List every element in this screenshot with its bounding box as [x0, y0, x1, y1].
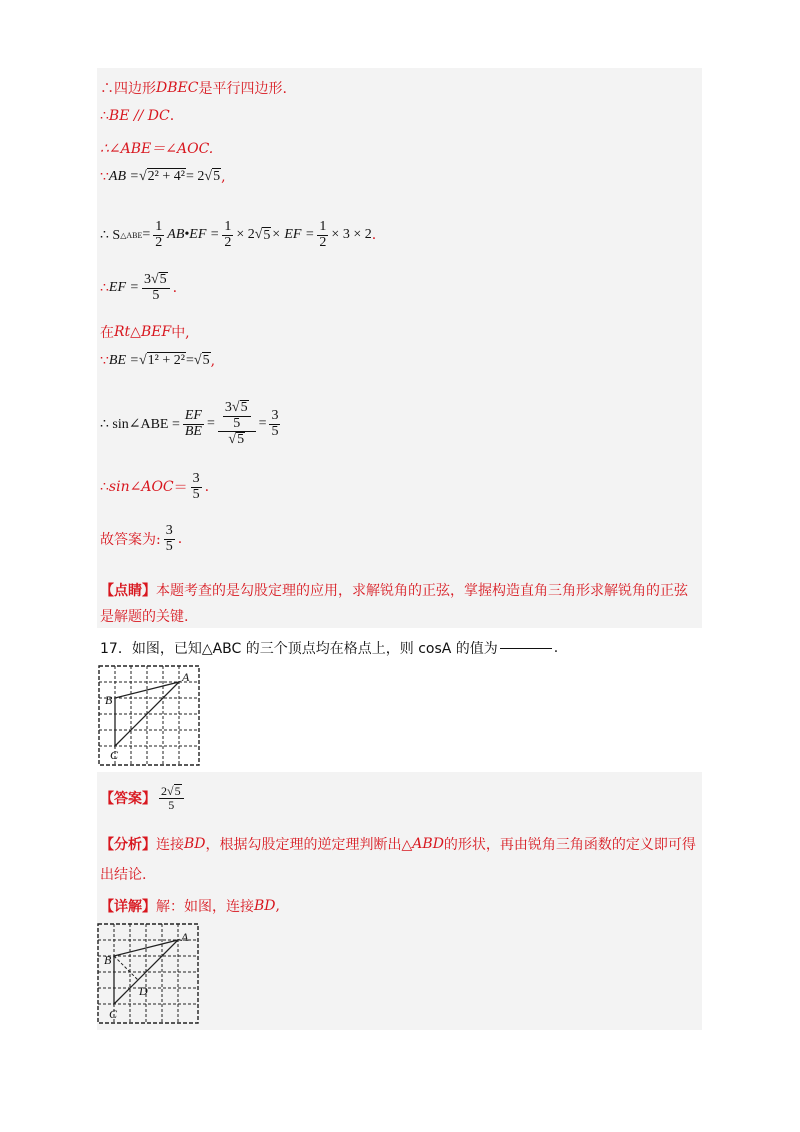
denominator: 5 — [165, 538, 173, 554]
radicand: 5 — [240, 400, 248, 415]
radicand: 5 — [159, 272, 167, 287]
expr: = — [185, 352, 194, 368]
comment-line-2 — [100, 606, 188, 626]
var-dbec: DBEC — [156, 80, 199, 96]
line-final-answer — [100, 524, 182, 554]
fraction — [164, 524, 175, 554]
sqrt-symbol — [232, 400, 240, 415]
therefore-symbol: ∴ — [100, 479, 109, 496]
line-angle-equal — [100, 138, 213, 158]
denominator: 5 — [168, 797, 175, 812]
expr: EF = — [108, 279, 139, 295]
analysis-text: 出结论. — [100, 867, 147, 883]
radicand: 5 — [202, 353, 210, 368]
text: 中, — [171, 325, 190, 341]
comment-line-1 — [100, 580, 688, 600]
triangle-symbol: △ — [130, 324, 141, 340]
text: ∴四边形 — [100, 81, 156, 97]
subscript: △ABE — [120, 230, 143, 240]
line-parallelogram — [100, 78, 287, 98]
expr: = — [258, 416, 267, 432]
numerator: 3 — [165, 523, 173, 538]
radicand: 5 — [237, 432, 245, 448]
text: . — [169, 108, 175, 124]
label-c: C — [110, 748, 119, 762]
expr: AB = — [108, 168, 139, 184]
line-ef-value — [100, 272, 177, 303]
radicand: 1² + 2² — [147, 353, 185, 368]
answer-tag: 【答案】 — [100, 790, 156, 807]
figure-grid-triangle-with-d — [97, 922, 201, 1026]
denominator: 2 — [224, 234, 232, 250]
radicand: 5 — [174, 784, 181, 798]
analysis-text: 的形状，再由锐角三角函数的定义即可得 — [443, 837, 696, 853]
radicand: 5 — [263, 227, 271, 243]
numerator: 1 — [155, 219, 163, 234]
line-in-rt-triangle — [100, 322, 190, 342]
label-d: D — [139, 984, 148, 998]
text: , — [221, 168, 226, 185]
numerator: 2 — [161, 784, 167, 798]
figure-grid-triangle — [98, 664, 202, 768]
expr: ∴ sin∠ABE = — [100, 416, 180, 432]
analysis-tag: 【分析】 — [100, 837, 156, 853]
answer-blank — [500, 648, 552, 649]
expr: = — [206, 416, 215, 432]
expr: × EF = — [271, 227, 315, 243]
denominator: 5 — [152, 287, 160, 303]
fraction-half — [317, 220, 328, 250]
label-a: A — [181, 930, 189, 944]
therefore-symbol: ∴ — [100, 279, 109, 296]
expr: BE = — [108, 352, 139, 368]
var-bd: BD — [254, 898, 276, 914]
analysis-text: ，根据勾股定理的逆定理判断出△ — [205, 837, 413, 853]
expr: AB•EF = — [167, 227, 220, 243]
label-c: C — [109, 1007, 118, 1021]
radicand: 5 — [213, 169, 221, 184]
detail-tag: 【详解】 — [100, 899, 156, 915]
var-rt: Rt — [114, 324, 131, 340]
question-text: 如图，已知△ABC 的三个顶点均在格点上，则 cosA 的值为 — [131, 641, 498, 657]
text: ＝ — [173, 480, 188, 497]
fraction — [191, 472, 202, 502]
expr: sin∠AOC — [108, 479, 174, 496]
detail-text: , — [275, 898, 280, 914]
text: . — [371, 227, 377, 244]
detail-text: 解：如图，连接 — [156, 899, 254, 915]
expr: BE // DC — [108, 108, 170, 124]
label-a: A — [182, 670, 190, 684]
line-ab-length — [100, 168, 226, 185]
label-b: B — [105, 693, 113, 707]
line-be-length — [100, 352, 215, 369]
because-symbol: ∵ — [100, 352, 109, 369]
expr: ∴ S — [100, 227, 121, 243]
var-bef: BEF — [140, 324, 172, 340]
text: 故答案为: — [100, 532, 161, 549]
comment-text: 本题考查的是勾股定理的应用，求解锐角的正弦，掌握构造直角三角形求解锐角的正弦 — [156, 583, 688, 599]
expr: = 2 — [185, 168, 205, 184]
var-abd: ABD — [412, 836, 444, 852]
numerator: 3 — [192, 471, 200, 486]
denominator: BE — [184, 423, 202, 439]
expr: × 2 — [236, 227, 255, 243]
line-area — [100, 220, 376, 250]
denominator: 5 — [192, 486, 200, 502]
denominator: 2 — [155, 234, 163, 250]
question-17 — [100, 638, 558, 658]
segment-bd — [114, 956, 138, 980]
radicand: 2² + 4² — [147, 169, 185, 184]
comment-tag: 【点睛】 — [100, 583, 156, 599]
expr: × 3 × 2 — [331, 227, 372, 243]
fraction-half — [153, 220, 164, 250]
text: . — [172, 279, 178, 296]
numerator: 1 — [319, 219, 327, 234]
text: ∴∠ABE＝∠AOC. — [100, 141, 214, 157]
sqrt-symbol — [194, 353, 202, 369]
because-symbol: ∵ — [100, 168, 109, 185]
line-be-parallel-dc — [100, 108, 174, 124]
sqrt-symbol — [255, 227, 263, 243]
text: 在 — [100, 325, 114, 341]
line-sin-aoc — [100, 472, 209, 502]
detail-line — [100, 896, 280, 916]
expr: = — [142, 227, 151, 243]
numerator: 3 — [143, 272, 151, 287]
numerator: 1 — [224, 219, 232, 234]
numerator: 3 — [224, 400, 232, 415]
text: 是平行四边形. — [198, 81, 287, 97]
fraction-half — [222, 220, 233, 250]
sqrt-symbol — [139, 353, 147, 369]
question-text: . — [553, 640, 559, 656]
question-number: 17． — [100, 641, 132, 657]
fraction-inner — [223, 400, 251, 431]
answer-fraction — [159, 784, 184, 811]
sqrt-symbol — [139, 169, 147, 185]
denominator: 2 — [319, 234, 327, 250]
line-sin-abe — [100, 400, 283, 448]
text: ∴ — [100, 108, 109, 124]
answer-line — [100, 784, 187, 811]
fraction-compound — [218, 400, 256, 448]
text: . — [177, 531, 183, 548]
sqrt-symbol — [228, 432, 236, 447]
var-bd: BD — [184, 836, 206, 852]
sqrt-symbol — [167, 784, 174, 798]
fraction — [142, 272, 170, 303]
numerator: EF — [184, 407, 202, 423]
fraction-result — [269, 409, 280, 439]
analysis-line-2 — [100, 864, 146, 884]
text: . — [204, 479, 210, 496]
analysis-text: 连接 — [156, 837, 184, 853]
denominator: 5 — [233, 415, 241, 431]
numerator: 3 — [271, 407, 279, 423]
fraction-ef-be — [183, 409, 204, 439]
sqrt-symbol — [151, 272, 159, 287]
comment-text: 是解题的关键. — [100, 609, 189, 625]
text: , — [210, 352, 216, 369]
analysis-line-1 — [100, 834, 696, 854]
label-b: B — [104, 953, 112, 967]
sqrt-symbol — [204, 169, 212, 185]
denominator: 5 — [271, 423, 279, 439]
